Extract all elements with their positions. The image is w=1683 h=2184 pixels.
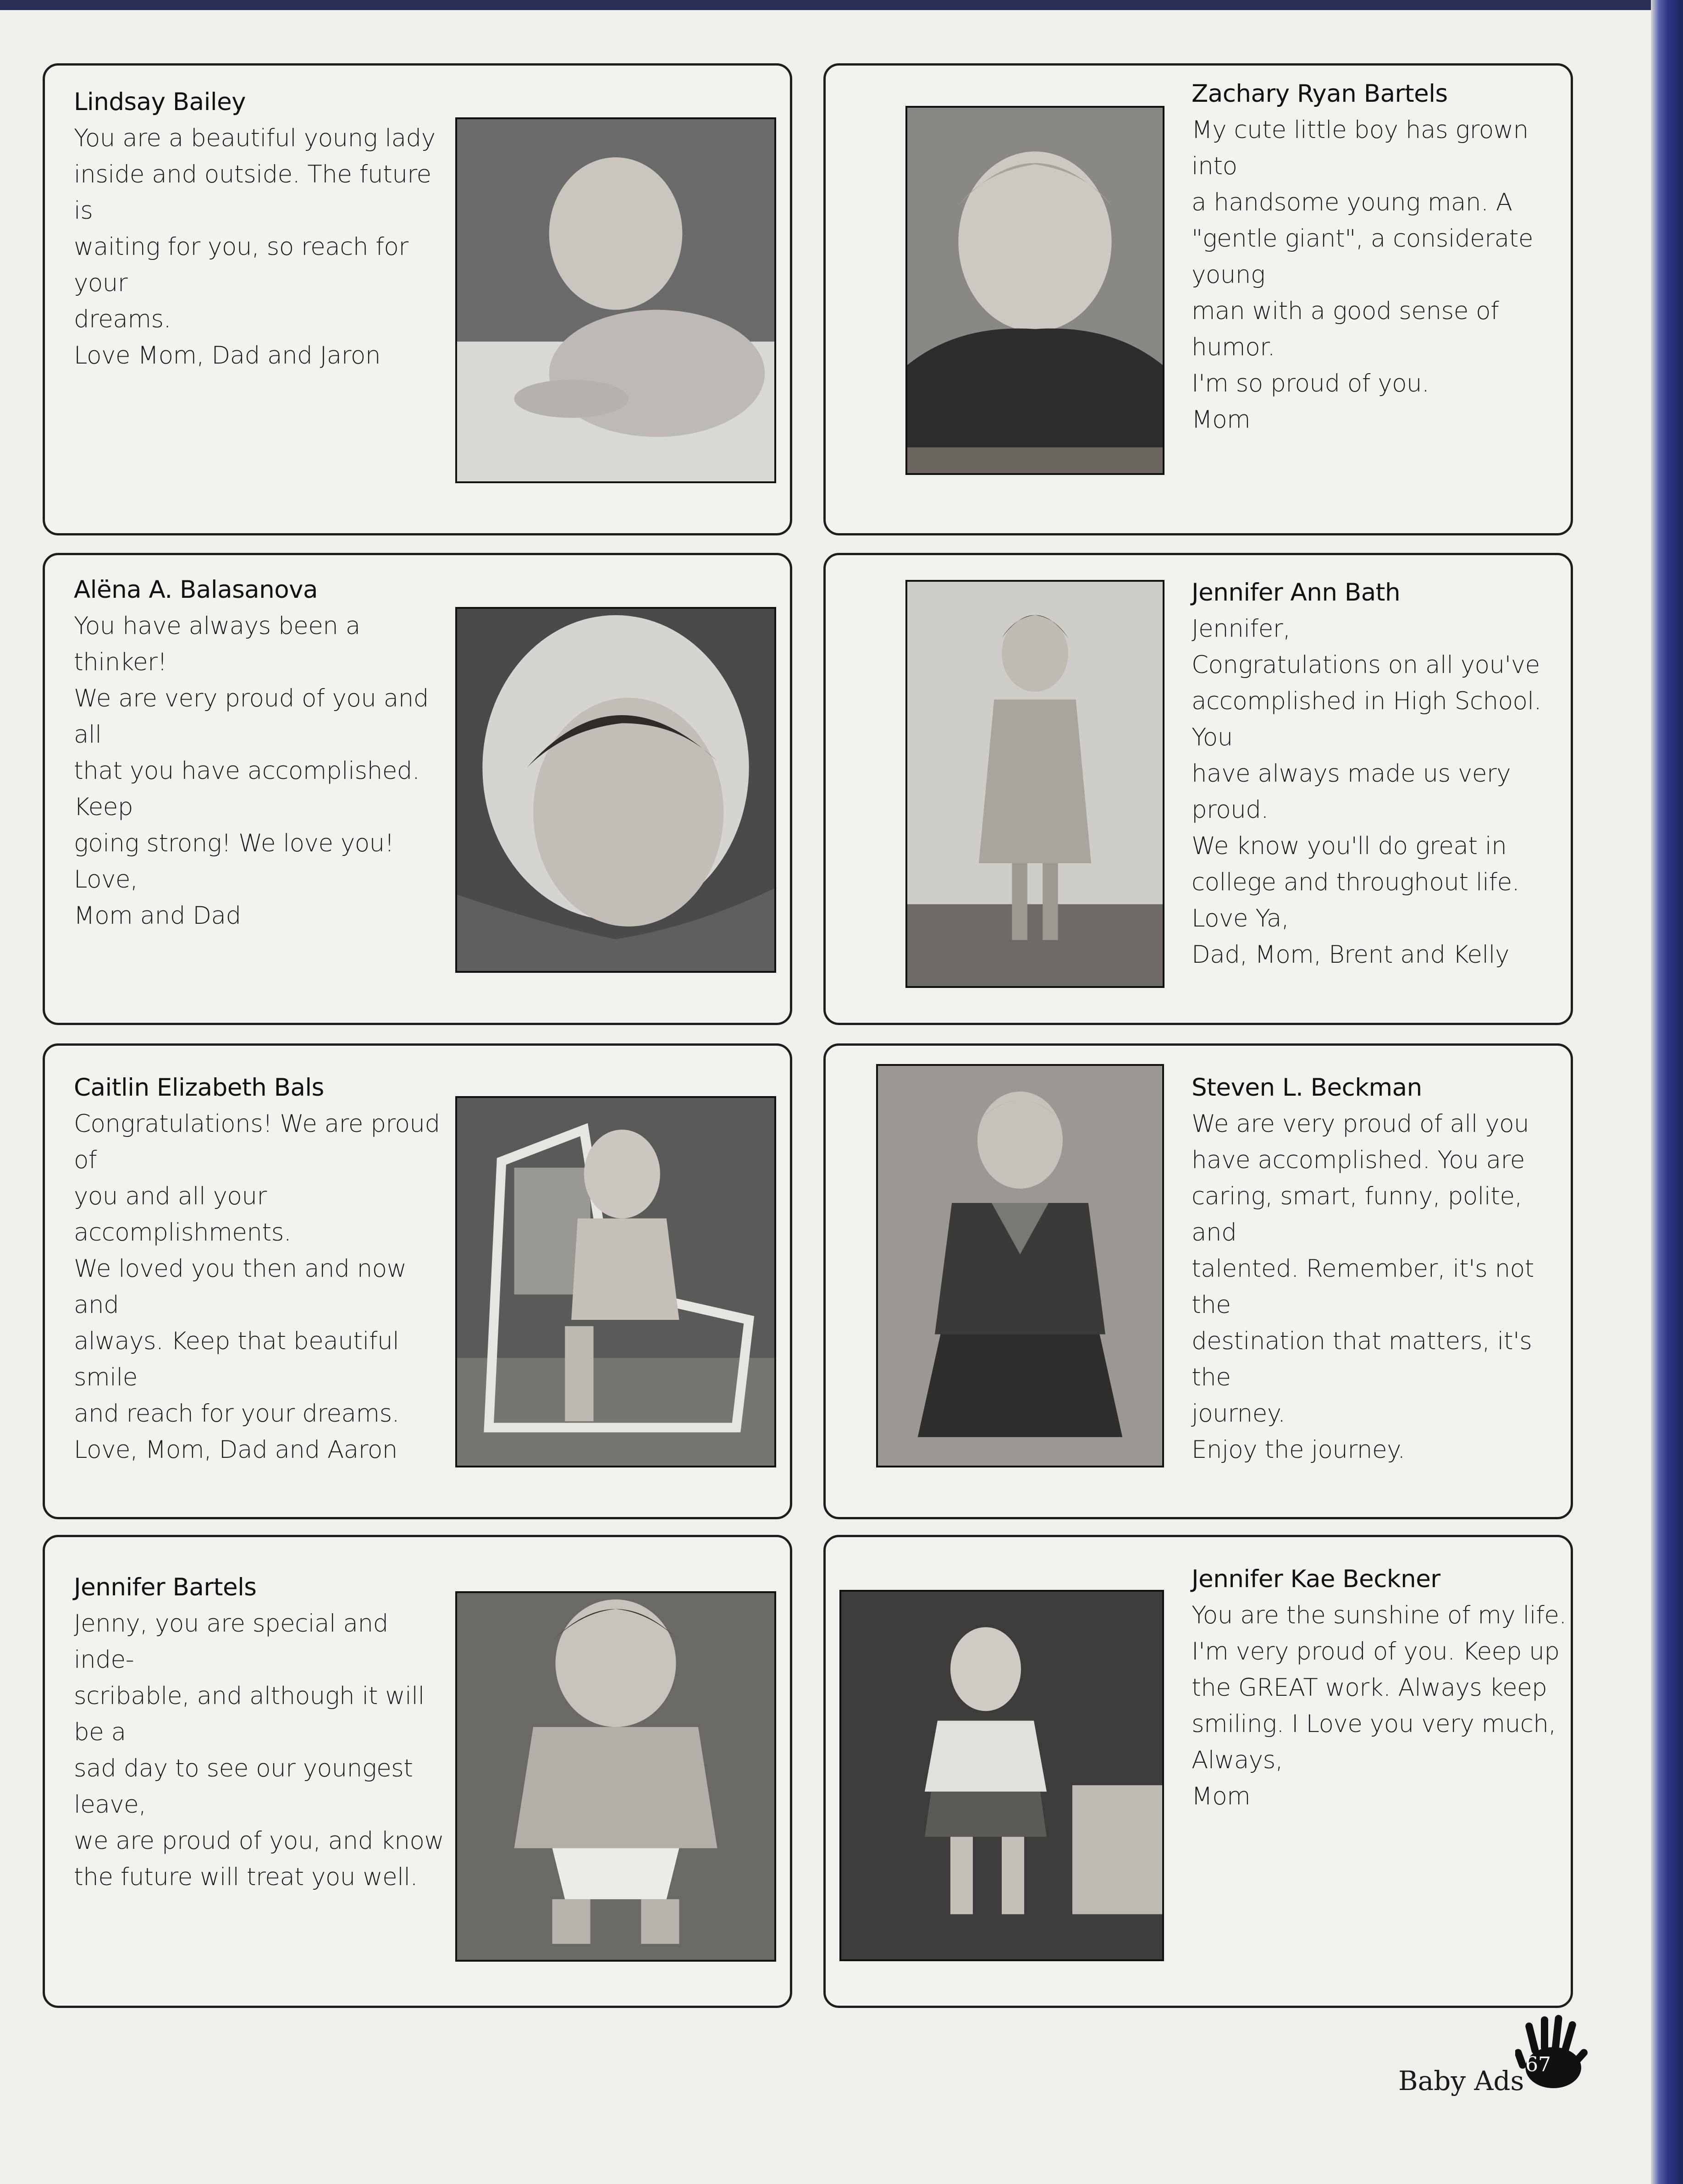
ad-name: Jennifer Kae Beckner <box>1192 1565 1440 1593</box>
baby-ad-card <box>43 1043 792 1519</box>
ad-name: Jennifer Bartels <box>74 1573 257 1601</box>
ad-message: My cute little boy has grown into a handsome young man. A "gentle giant", a considerate young man with a good sense of humor. I'm so proud of you. Mom <box>1192 116 1534 434</box>
book-binding-edge <box>1651 0 1683 2184</box>
toddler-in-hood-photo <box>455 607 776 973</box>
page-top-edge <box>0 0 1683 10</box>
ad-message: Congratulations! We are proud of you and all your accomplishments. We loved you then and now and always. Keep that beautiful smile and reach for your dreams. Love, Mom, Dad and Aaron <box>74 1110 440 1464</box>
ad-text-block <box>1192 1561 1567 1814</box>
baby-ad-card <box>823 553 1573 1025</box>
laughing-baby-photo <box>455 1591 776 1962</box>
baby-ad-card <box>823 1535 1573 2008</box>
ad-message: Jenny, you are special and inde- scribable, and although it will be a sad day to see our youngest leave, we are proud of you, and know the future will treat you well. <box>74 1610 444 1891</box>
page-number: 67 <box>1525 2053 1551 2076</box>
ad-text-block <box>1192 574 1567 973</box>
ad-name: Alëna A. Balasanova <box>74 576 318 604</box>
ad-message: You are the sunshine of my life. I'm very proud of you. Keep up the GREAT work. Always keep smiling. I Love you very much, Always, Mom <box>1192 1601 1567 1810</box>
toddler-in-lawn-chair-photo <box>455 1096 776 1467</box>
ad-text-block <box>74 84 450 374</box>
baby-ad-card <box>823 1043 1573 1519</box>
baby-ad-card <box>43 553 792 1025</box>
baby-standing-photo <box>839 1590 1164 1961</box>
ad-message: You are a beautiful young lady inside and outside. The future is waiting for you, so reach for your dreams. Love Mom, Dad and Jaron <box>74 124 436 370</box>
ad-name: Lindsay Bailey <box>74 88 246 116</box>
baby-ad-card <box>43 1535 792 2008</box>
ad-message: We are very proud of all you have accomplished. You are caring, smart, funny, polite, and talented. Remember, it's not the destination that matters, it's the journey. Enjoy the journey. <box>1192 1110 1534 1464</box>
kneeling-boy-photo <box>876 1064 1164 1467</box>
section-label: Baby Ads <box>1398 2065 1524 2096</box>
toddler-boy-portrait-photo <box>905 106 1164 475</box>
girl-in-dress-standing-photo <box>905 580 1164 988</box>
ad-message: You have always been a thinker! We are very proud of you and all that you have accomplished. Keep going strong! We love you! Love, Mom and Dad <box>74 612 429 930</box>
ad-message: Jennifer, Congratulations on all you've accomplished in High School. You have always made us very proud. We know you'll do great in college and throughout life. Love Ya, Dad, Mom, Brent and Kelly <box>1192 615 1541 969</box>
ad-text-block <box>1192 1070 1567 1468</box>
baby-ad-card <box>43 63 792 535</box>
ad-text-block <box>74 1569 450 1895</box>
ad-text-block <box>1192 76 1567 438</box>
ad-text-block <box>74 1070 450 1468</box>
ad-name: Zachary Ryan Bartels <box>1192 80 1448 108</box>
ad-text-block <box>74 572 450 934</box>
baby-lying-on-blanket-photo <box>455 117 776 483</box>
baby-ad-card <box>823 63 1573 535</box>
ad-name: Caitlin Elizabeth Bals <box>74 1074 324 1102</box>
ad-name: Jennifer Ann Bath <box>1192 579 1401 607</box>
ad-name: Steven L. Beckman <box>1192 1074 1422 1102</box>
